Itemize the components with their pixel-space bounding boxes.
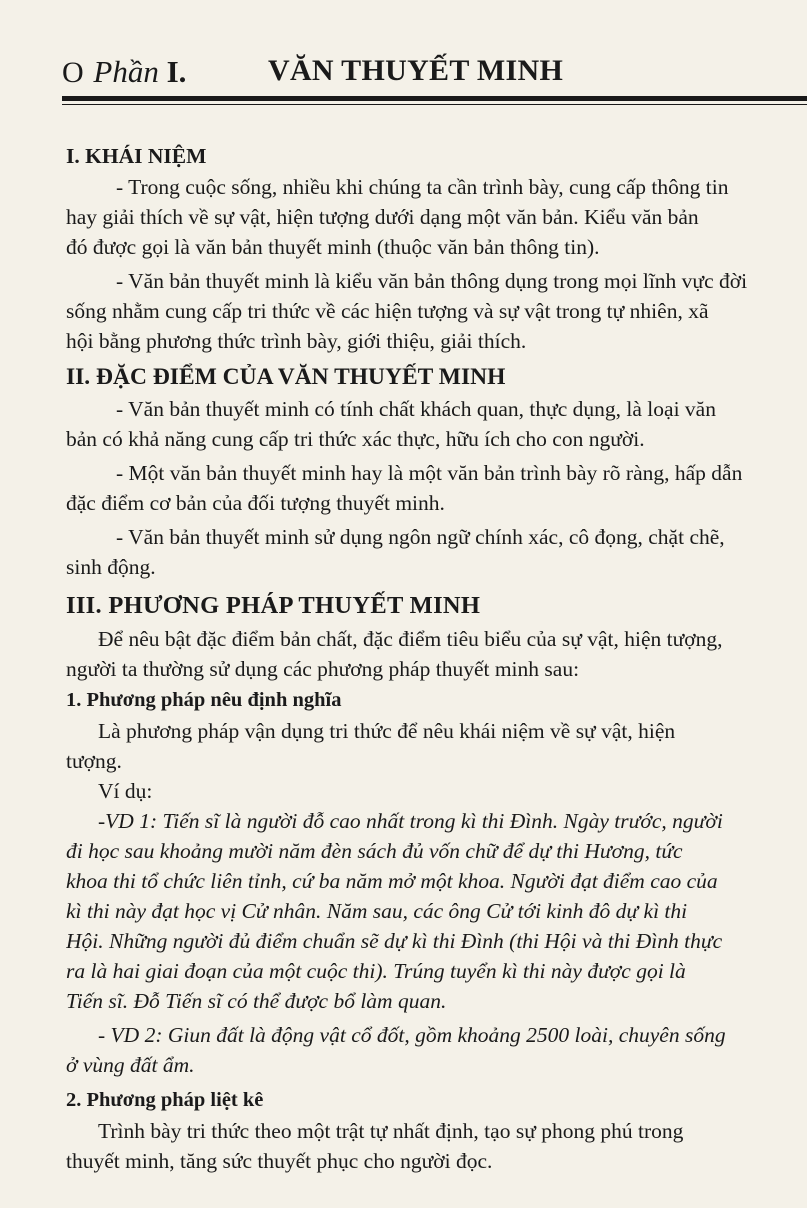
paragraph-line: sinh động.: [66, 555, 156, 579]
subheading-listing-method: 2. Phương pháp liệt kê: [66, 1089, 264, 1111]
example-line: kì thi này đạt học vị Cử nhân. Năm sau, các ông Cử tới kinh đô dự kì thi: [66, 899, 688, 923]
paragraph-line: - Văn bản thuyết minh sử dụng ngôn ngữ chính xác, cô đọng, chặt chẽ,: [116, 525, 725, 549]
example-line: khoa thi tổ chức liên tỉnh, cứ ba năm mở một khoa. Người đạt điểm cao của: [66, 869, 718, 893]
paragraph-line: đặc điểm cơ bản của đối tượng thuyết minh.: [66, 491, 445, 515]
paragraph-line: sống nhằm cung cấp tri thức về các hiện tượng và sự vật trong tự nhiên, xã: [66, 299, 709, 323]
subheading-definition-method: 1. Phương pháp nêu định nghĩa: [66, 689, 342, 711]
header-rule-thick: [62, 96, 807, 101]
circle-icon: O: [62, 56, 84, 89]
paragraph-line: người ta thường sử dụng các phương pháp thuyết minh sau:: [66, 657, 580, 681]
chapter-title: VĂN THUYẾT MINH: [268, 54, 564, 87]
paragraph-line: - Một văn bản thuyết minh hay là một văn bản trình bày rõ ràng, hấp dẫn: [116, 461, 743, 485]
example-line: đi học sau khoảng mười năm đèn sách đủ vốn chữ để dự thi Hương, tức: [66, 839, 683, 863]
part-word: Phần: [93, 54, 159, 89]
example-line: Hội. Những người đủ điểm chuẩn sẽ dự kì thi Đình (thi Hội và thi Đình thực: [66, 929, 723, 953]
header-rule-thin: [62, 104, 807, 105]
paragraph-line: hội bằng phương thức trình bày, giới thiệu, giải thích.: [66, 329, 527, 353]
paragraph-line: Là phương pháp vận dụng tri thức để nêu khái niệm về sự vật, hiện: [98, 719, 676, 743]
example-label: Ví dụ:: [98, 779, 153, 803]
paragraph-line: Trình bày tri thức theo một trật tự nhất định, tạo sự phong phú trong: [98, 1119, 684, 1143]
paragraph-line: - Văn bản thuyết minh có tính chất khách quan, thực dụng, là loại văn: [116, 397, 716, 421]
paragraph-line: đó được gọi là văn bản thuyết minh (thuộc văn bản thông tin).: [66, 235, 600, 259]
example-line: - VD 2: Giun đất là động vật cổ đốt, gồm khoảng 2500 loài, chuyên sống: [98, 1023, 726, 1047]
paragraph-line: - Trong cuộc sống, nhiều khi chúng ta cần trình bày, cung cấp thông tin: [116, 175, 729, 199]
paragraph-line: - Văn bản thuyết minh là kiểu văn bản thông dụng trong mọi lĩnh vực đời: [116, 269, 748, 293]
part-label: [62, 54, 186, 90]
paragraph-line: Để nêu bật đặc điểm bản chất, đặc điểm tiêu biểu của sự vật, hiện tượng,: [98, 627, 723, 651]
example-line: Tiến sĩ. Đỗ Tiến sĩ có thể được bổ làm quan.: [66, 989, 447, 1013]
section-heading-characteristics: II. ĐẶC ĐIỂM CỦA VĂN THUYẾT MINH: [66, 364, 506, 390]
example-line: ra là hai giai đoạn của một cuộc thi). Trúng tuyển kì thi này được gọi là: [66, 959, 686, 983]
section-heading-concept: I. KHÁI NIỆM: [66, 144, 207, 168]
paragraph-line: hay giải thích về sự vật, hiện tượng dưới dạng một văn bản. Kiểu văn bản: [66, 205, 699, 229]
part-number: I.: [166, 54, 187, 89]
example-line: -VD 1: Tiến sĩ là người đỗ cao nhất trong kì thi Đình. Ngày trước, người: [98, 809, 723, 833]
paragraph-line: bản có khả năng cung cấp tri thức xác thực, hữu ích cho con người.: [66, 427, 645, 451]
paragraph-line: tượng.: [66, 749, 122, 773]
chapter-header: [62, 52, 807, 92]
section-heading-methods: III. PHƯƠNG PHÁP THUYẾT MINH: [66, 592, 481, 619]
page-content: [66, 140, 807, 1176]
example-line: ở vùng đất ẩm.: [66, 1053, 195, 1077]
paragraph-line: thuyết minh, tăng sức thuyết phục cho người đọc.: [66, 1149, 493, 1173]
